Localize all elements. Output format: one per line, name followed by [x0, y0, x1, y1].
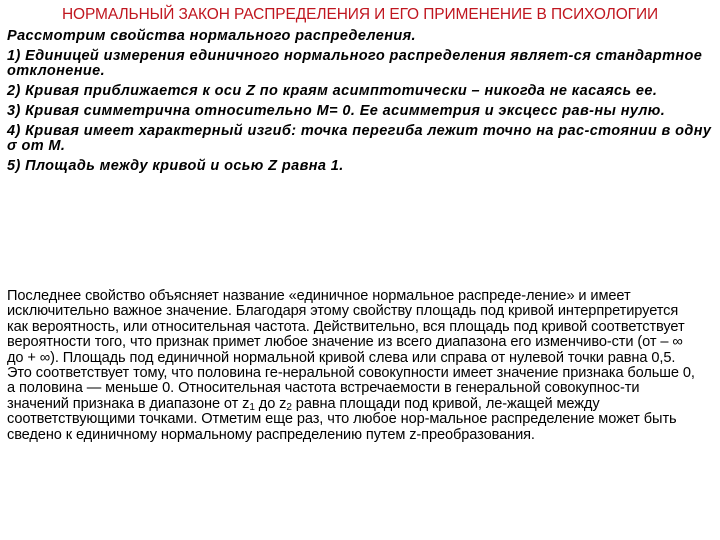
explanation-paragraph: [7, 289, 697, 443]
property-item-3: 3) Кривая симметрична относительно M= 0. Ее асимметрия и эксцесс рав-ны нулю.: [7, 103, 666, 119]
z2-subscript: 2: [286, 401, 292, 413]
property-item-2: 2) Кривая приближается к оси Z по краям асимптотически – никогда не касаясь ее.: [7, 83, 658, 99]
property-item-4: 4) Кривая имеет характерный изгиб: точка перегиба лежит точно на рас-стоянии в одну σ от M.: [7, 123, 712, 154]
property-item-1: 1) Единицей измерения единичного нормального распределения являет-ся стандартное отклонение.: [7, 48, 703, 79]
properties-intro: Рассмотрим свойства нормального распределения.: [7, 28, 416, 44]
slide-title: НОРМАЛЬНЫЙ ЗАКОН РАСПРЕДЕЛЕНИЯ И ЕГО ПРИМЕНЕНИЕ В ПСИХОЛОГИИ: [61, 6, 659, 23]
explanation-text-start: Последнее свойство объясняет название «единичное нормальное распреде-ление» и имеет исключительно важное значение. Благодаря этому свойству площадь под кривой интерпретируется как вероятность, или относительная частота. Действительно, вся площадь под кривой соответствует вероятности того, что признак примет любое значение из всего диапазона его изменчиво-сти (от – ∞ до + ∞). Площадь под единичной нормальной кривой слева или справа от нулевой точки равна 0,5. Это соответствует тому, что половина ге-неральной совокупности имеет значение признака больше 0, а половина — меньше 0. Относительная частота встречаемости в генеральной совокупнос-ти значений признака в диапазоне от z: [7, 288, 695, 412]
properties-list: [7, 29, 712, 179]
explanation-text-end: равна площади под кривой, ле-жащей между соответствующими точками. Отметим еще раз, что любое нор-мальное распределение может быть сведено к единичному нормальному распределению путем z-преобразования.: [7, 395, 677, 443]
property-item-5: 5) Площадь между кривой и осью Z равна 1.: [7, 158, 344, 174]
explanation-text-middle: до z: [254, 395, 287, 412]
z1-subscript: 1: [249, 401, 255, 413]
